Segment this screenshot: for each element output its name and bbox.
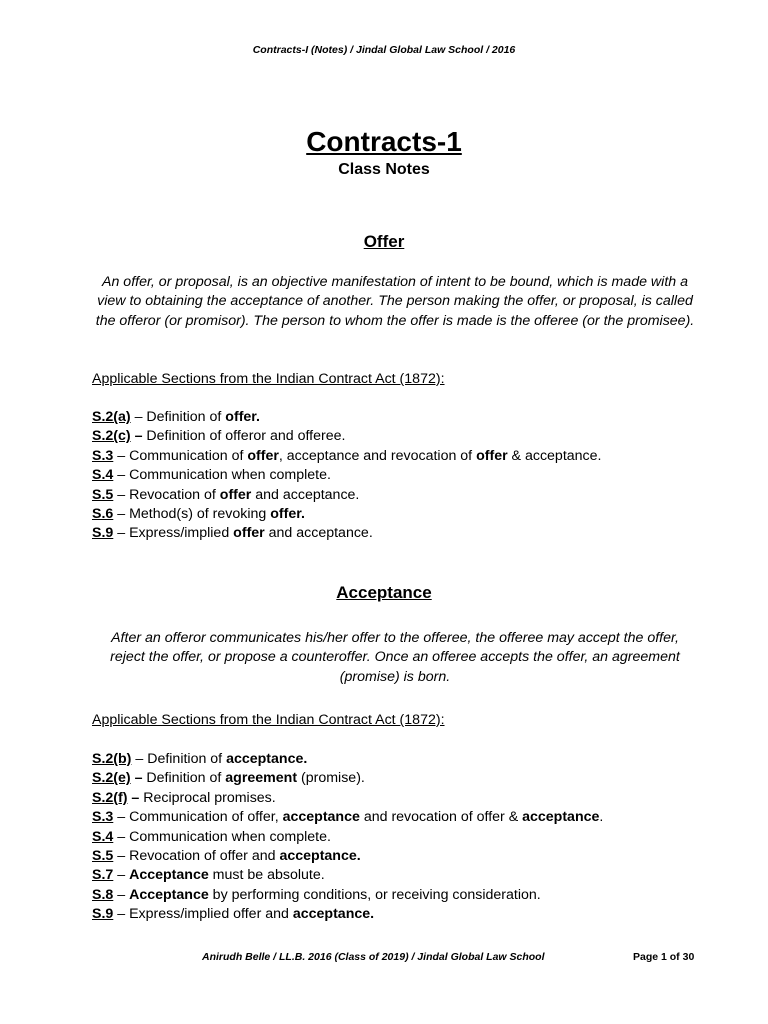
document-subtitle: Class Notes: [338, 161, 430, 178]
section-code: S.3: [92, 809, 114, 826]
section-keyword: offer: [476, 447, 508, 464]
section-text: must be absolute.: [208, 867, 325, 884]
section-entry: [92, 447, 712, 466]
section-text: Definition of offeror and offeree.: [146, 428, 346, 445]
section-keyword: offer.: [225, 409, 260, 425]
section-text: Method(s) of revoking: [129, 506, 271, 523]
section-keyword: acceptance.: [279, 848, 361, 865]
section-code: S.2(b): [92, 751, 132, 767]
section-text: Definition of: [146, 770, 226, 787]
section-keyword: acceptance.: [292, 906, 375, 923]
section-code: S.7: [92, 867, 114, 884]
section-entry: [92, 886, 712, 905]
section-code: S.2(f): [92, 789, 128, 806]
section-code: S.6: [92, 506, 114, 523]
section-entry: [92, 769, 712, 788]
section-entry: [92, 905, 712, 924]
section-text: Communication when complete.: [129, 828, 331, 845]
offer-section-list: [92, 408, 712, 544]
page-number: Page 1 of 30: [633, 951, 695, 963]
section-keyword: Acceptance: [129, 886, 209, 903]
section-text: Express/implied: [129, 525, 234, 542]
section-dash: –: [113, 886, 130, 903]
section-text: Communication when complete.: [129, 467, 331, 484]
section-dash: –: [113, 828, 130, 845]
offer-intro: An offer, or proposal, is an objective manifestation of intent to be bound, which is made with a view to obtaining the acceptance of another. The person making the offer, or proposal, is called the offeror (or promisor). The person to whom the offer is made is the offeree (or the promisee).: [95, 274, 695, 329]
section-dash: –: [130, 409, 147, 425]
section-entry: [92, 808, 712, 827]
section-dash: –: [113, 467, 130, 484]
footer-author: Anirudh Belle / LL.B. 2016 (Class of 2019) / Jindal Global Law School: [202, 951, 545, 963]
section-text: Communication of offer,: [129, 809, 283, 826]
section-text: and revocation of offer &: [359, 809, 523, 826]
section-code: S.2(a): [92, 409, 131, 425]
section-text: .: [599, 809, 604, 826]
section-entry: [92, 524, 712, 543]
section-text: & acceptance.: [507, 447, 602, 464]
section-text: Revocation of: [129, 486, 220, 503]
acceptance-section-list: [92, 750, 712, 925]
section-entry: [92, 427, 712, 446]
section-text: and acceptance.: [264, 525, 373, 542]
section-text: Communication of: [129, 447, 248, 464]
section-keyword: acceptance.: [226, 751, 308, 767]
section-dash: –: [113, 809, 130, 826]
acceptance-intro: After an offeror communicates his/her offer to the offeree, the offeree may accept the offer, reject the offer, or propose a counteroffer. Once an offeree accepts the offer, an agreement (promise) is born.: [110, 630, 680, 685]
section-keyword: acceptance: [282, 809, 360, 826]
title-block: [0, 126, 768, 180]
section-entry: [92, 750, 712, 769]
offer-applicable-sections: Applicable Sections from the Indian Contract Act (1872):: [92, 371, 445, 387]
running-header: Contracts-I (Notes) / Jindal Global Law School / 2016: [252, 44, 516, 56]
section-text: by performing conditions, or receiving consideration.: [208, 886, 541, 903]
section-text: Definition of: [146, 409, 226, 425]
document-title: Contracts-1: [306, 126, 462, 157]
section-code: S.4: [92, 467, 114, 484]
section-code: S.5: [92, 848, 114, 865]
section-code: S.5: [92, 486, 114, 503]
section-entry: [92, 486, 712, 505]
section-dash: –: [130, 428, 147, 445]
acceptance-applicable-sections: Applicable Sections from the Indian Contract Act (1872):: [92, 712, 445, 728]
section-code: S.3: [92, 447, 114, 464]
section-dash: –: [113, 506, 130, 523]
section-code: S.8: [92, 886, 114, 903]
section-text: , acceptance and revocation of: [278, 447, 477, 464]
section-text: Express/implied offer and: [129, 906, 293, 923]
offer-heading: Offer: [363, 232, 405, 251]
section-code: S.2(c): [92, 428, 131, 445]
section-keyword: offer: [219, 486, 252, 503]
section-keyword: offer: [247, 447, 279, 464]
section-text: Definition of: [147, 751, 227, 767]
section-text: Revocation of offer and: [129, 848, 280, 865]
section-entry: [92, 789, 712, 808]
section-dash: –: [113, 867, 130, 884]
section-dash: –: [130, 770, 147, 787]
section-dash: –: [113, 848, 130, 865]
section-text: (promise).: [297, 770, 365, 787]
section-entry: [92, 866, 712, 885]
section-dash: –: [127, 789, 144, 806]
section-entry: [92, 466, 712, 485]
section-code: S.2(e): [92, 770, 131, 787]
section-dash: –: [113, 525, 130, 542]
section-entry: [92, 828, 712, 847]
section-keyword: offer: [233, 525, 265, 542]
section-dash: –: [113, 486, 130, 503]
section-code: S.9: [92, 906, 114, 923]
section-dash: –: [113, 906, 130, 923]
section-dash: –: [131, 751, 148, 767]
section-code: S.9: [92, 525, 114, 542]
section-keyword: offer.: [270, 506, 305, 523]
section-dash: –: [113, 447, 130, 464]
section-keyword: acceptance: [522, 809, 600, 826]
section-entry: [92, 408, 712, 427]
section-entry: [92, 847, 712, 866]
section-text: and acceptance.: [251, 486, 360, 503]
section-keyword: Acceptance: [129, 867, 209, 884]
section-keyword: agreement: [225, 770, 298, 787]
section-text: Reciprocal promises.: [143, 789, 276, 806]
section-code: S.4: [92, 828, 114, 845]
acceptance-heading: Acceptance: [336, 583, 432, 602]
section-entry: [92, 505, 712, 524]
